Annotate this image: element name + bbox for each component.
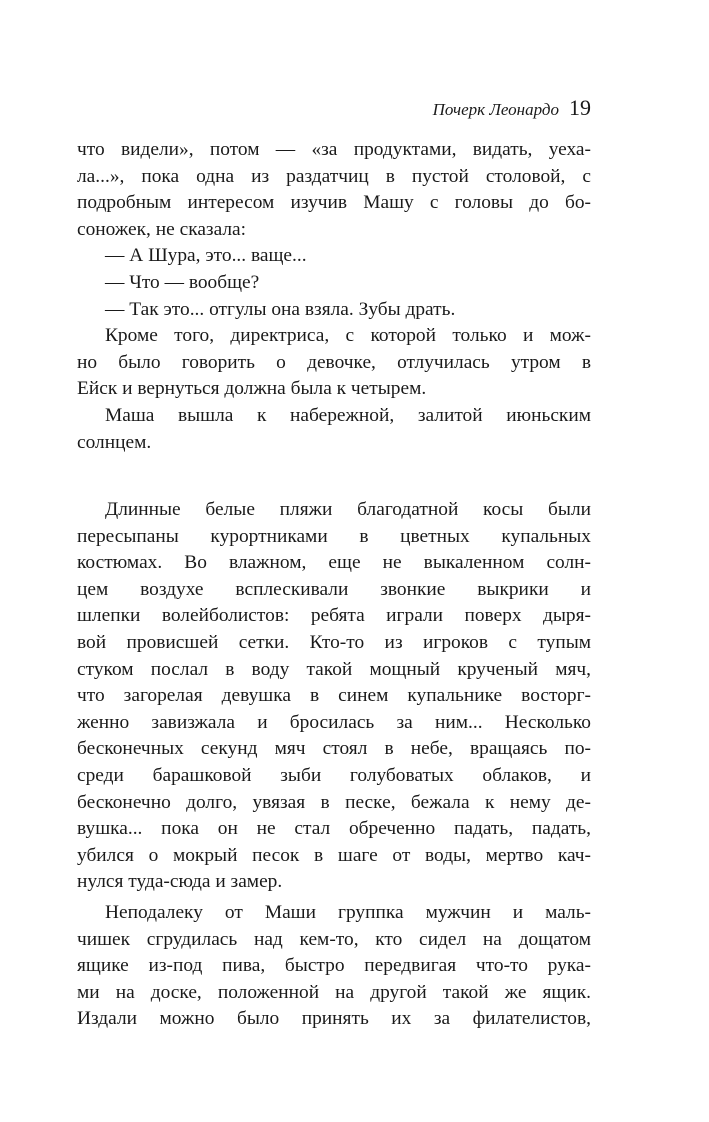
text-line: соножек, не сказала: <box>77 218 247 240</box>
text-line: бесконечно долго, увязая в песке, бежала к нему де- <box>77 791 591 813</box>
text-line: подробным интересом изучив Машу с головы до бо- <box>77 192 591 214</box>
text-line: среди барашковой зыби голубоватых облаков, и <box>77 764 591 786</box>
text-line: Ейск и вернуться должна была к четырем. <box>77 378 427 400</box>
running-head <box>0 96 591 122</box>
page-number: 19 <box>569 95 591 120</box>
text-line: ми на доске, положенной на другой такой же ящик. <box>77 981 591 1003</box>
text-line: солнцем. <box>77 431 152 453</box>
text-line: цем воздухе всплескивали звонкие выкрики и <box>77 578 591 600</box>
text-line: женно завизжала и бросилась за ним... Несколько <box>77 711 591 733</box>
dialogue-line: — Что — вообще? <box>105 271 260 293</box>
text-line: костюмах. Во влажном, еще не выкаленном солн- <box>77 552 591 574</box>
dialogue-line: — Так это... отгулы она взяла. Зубы драть. <box>105 298 456 320</box>
text-line: нулся туда-сюда и замер. <box>77 871 283 893</box>
text-line: ла...», пока одна из раздатчиц в пустой столовой, с <box>77 165 591 187</box>
text-line: Неподалеку от Маши группка мужчин и маль- <box>105 901 591 923</box>
text-line: Издали можно было принять их за филателистов, <box>77 1008 591 1030</box>
text-line: бесконечных секунд мяч стоял в небе, вращаясь по- <box>77 738 591 760</box>
text-line: чишек сгрудилась над кем-то, кто сидел на дощатом <box>77 928 591 950</box>
text-line: стуком послал в воду такой мощный крученый мяч, <box>77 658 591 680</box>
text-line: Длинные белые пляжи благодатной косы были <box>105 499 591 520</box>
text-block-1 <box>77 137 591 456</box>
text-line: но было говорить о девочке, отлучилась утром в <box>77 351 591 373</box>
text-line: вой провисшей сетки. Кто-то из игроков с тупым <box>77 631 591 653</box>
text-line: убился о мокрый песок в шаге от воды, мертво кач- <box>77 844 591 866</box>
text-line: ящике из-под пива, быстро передвигая что-то рука- <box>77 955 591 977</box>
text-line: Маша вышла к набережной, залитой июньским <box>105 404 591 426</box>
text-line: что видели», потом — «за продуктами, видать, уеха- <box>77 139 591 160</box>
text-line: пересыпаны курортниками в цветных купальных <box>77 525 591 547</box>
dialogue-line: — А Шура, это... ваще... <box>105 245 307 267</box>
text-line: Кроме того, директриса, с которой только и мож- <box>105 325 591 347</box>
text-line: что загорелая девушка в синем купальнике восторг- <box>77 685 591 707</box>
text-line: шлепки волейболистов: ребята играли поверх дыря- <box>77 605 591 627</box>
text-line: вушка... пока он не стал обреченно падать, падать, <box>77 818 591 840</box>
running-title: Почерк Леонардо <box>432 100 559 119</box>
text-block-2 <box>77 497 591 1033</box>
